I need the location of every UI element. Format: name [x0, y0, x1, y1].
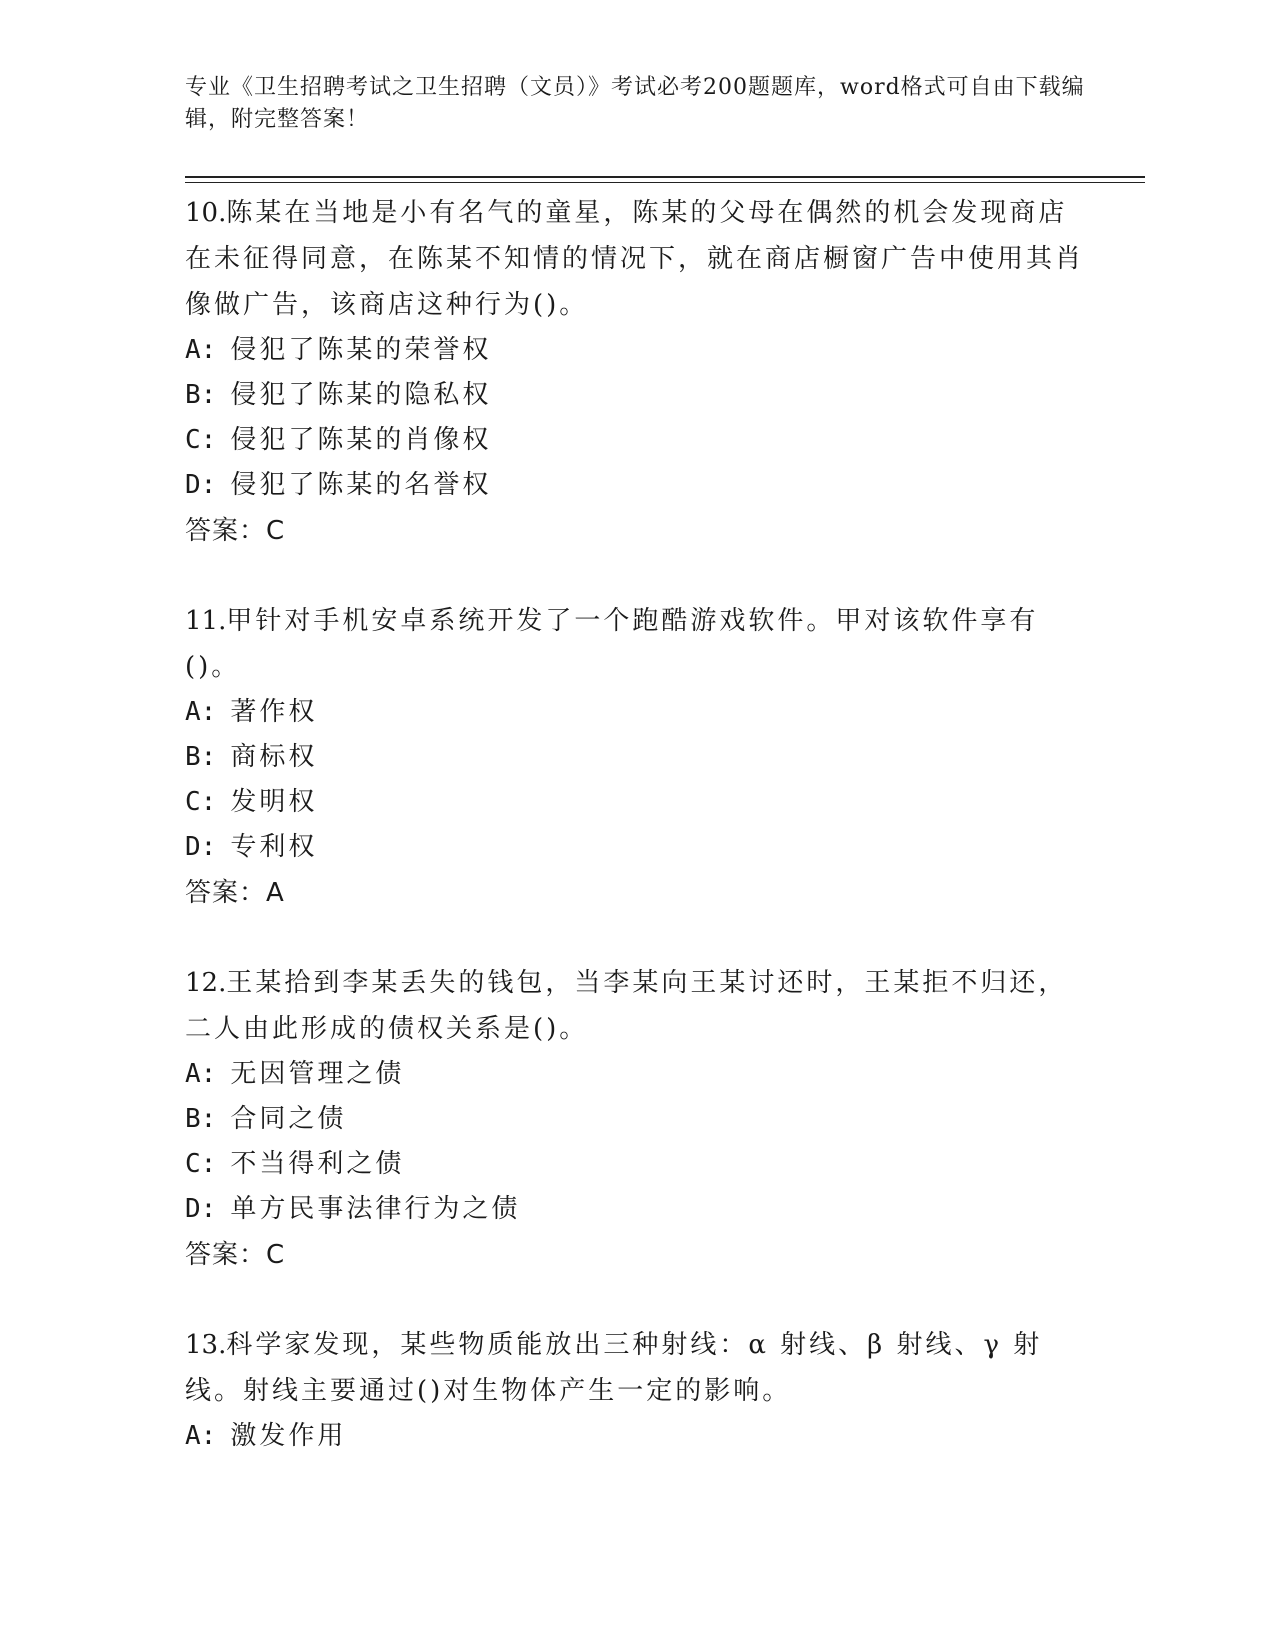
option-letter: B: — [185, 1104, 217, 1134]
option-b — [185, 1097, 1085, 1142]
question-10 — [185, 190, 1085, 554]
option-text: 侵犯了陈某的隐私权 — [230, 380, 492, 410]
option-letter: A: — [185, 1059, 217, 1089]
option-c — [185, 418, 1085, 463]
option-a — [185, 690, 1085, 735]
question-list — [185, 190, 1085, 1503]
option-text: 专利权 — [230, 832, 318, 862]
option-a — [185, 1414, 1085, 1459]
option-letter: A: — [185, 1421, 217, 1451]
option-letter: D: — [185, 470, 217, 500]
option-text: 合同之债 — [230, 1104, 347, 1134]
option-letter: B: — [185, 742, 217, 772]
question-13 — [185, 1322, 1085, 1459]
option-letter: A: — [185, 697, 217, 727]
option-text: 著作权 — [230, 697, 318, 727]
option-text: 不当得利之债 — [230, 1149, 405, 1179]
header-rule-thick — [185, 176, 1145, 178]
option-a — [185, 1052, 1085, 1097]
question-text — [185, 960, 1085, 1052]
option-text: 单方民事法律行为之债 — [230, 1194, 521, 1224]
option-text: 商标权 — [230, 742, 318, 772]
option-d — [185, 1187, 1085, 1232]
option-text: 侵犯了陈某的肖像权 — [230, 425, 492, 455]
question-text — [185, 598, 1085, 690]
option-d — [185, 463, 1085, 508]
option-c — [185, 780, 1085, 825]
header-rule-thin — [185, 182, 1145, 183]
option-text: 侵犯了陈某的名誉权 — [230, 470, 492, 500]
question-body: 甲针对手机安卓系统开发了一个跑酷游戏软件。甲对该软件享有()。 — [185, 606, 1039, 682]
option-text: 侵犯了陈某的荣誉权 — [230, 335, 492, 365]
option-letter: C: — [185, 1149, 217, 1179]
question-text — [185, 190, 1085, 328]
question-body: 王某拾到李某丢失的钱包，当李某向王某讨还时，王某拒不归还，二人由此形成的债权关系是()。 — [185, 968, 1068, 1044]
option-d — [185, 825, 1085, 870]
question-number: 11. — [185, 606, 227, 636]
answer-line: 答案：C — [185, 1240, 286, 1270]
option-c — [185, 1142, 1085, 1187]
option-text: 激发作用 — [230, 1421, 347, 1451]
option-text: 无因管理之债 — [230, 1059, 405, 1089]
option-letter: D: — [185, 1194, 217, 1224]
option-letter: C: — [185, 787, 217, 817]
answer-line: 答案：A — [185, 878, 285, 908]
option-b — [185, 735, 1085, 780]
question-11 — [185, 598, 1085, 916]
option-letter: D: — [185, 832, 217, 862]
question-number: 10. — [185, 198, 227, 228]
question-number: 13. — [185, 1330, 227, 1360]
option-text: 发明权 — [230, 787, 318, 817]
question-12 — [185, 960, 1085, 1278]
question-text — [185, 1322, 1085, 1414]
option-letter: C: — [185, 425, 217, 455]
question-body: 陈某在当地是小有名气的童星，陈某的父母在偶然的机会发现商店在未征得同意，在陈某不知情的情况下，就在商店橱窗广告中使用其肖像做广告，该商店这种行为()。 — [185, 198, 1085, 320]
document-header: 专业《卫生招聘考试之卫生招聘（文员）》考试必考200题题库，word格式可自由下载编辑，附完整答案！ — [185, 75, 1085, 132]
option-letter: B: — [185, 380, 217, 410]
option-letter: A: — [185, 335, 217, 365]
question-body: 科学家发现，某些物质能放出三种射线：α 射线、β 射线、γ 射线。射线主要通过()对生物体产生一定的影响。 — [185, 1330, 1043, 1406]
question-number: 12. — [185, 968, 227, 998]
answer-line: 答案：C — [185, 516, 286, 546]
option-a — [185, 328, 1085, 373]
option-b — [185, 373, 1085, 418]
